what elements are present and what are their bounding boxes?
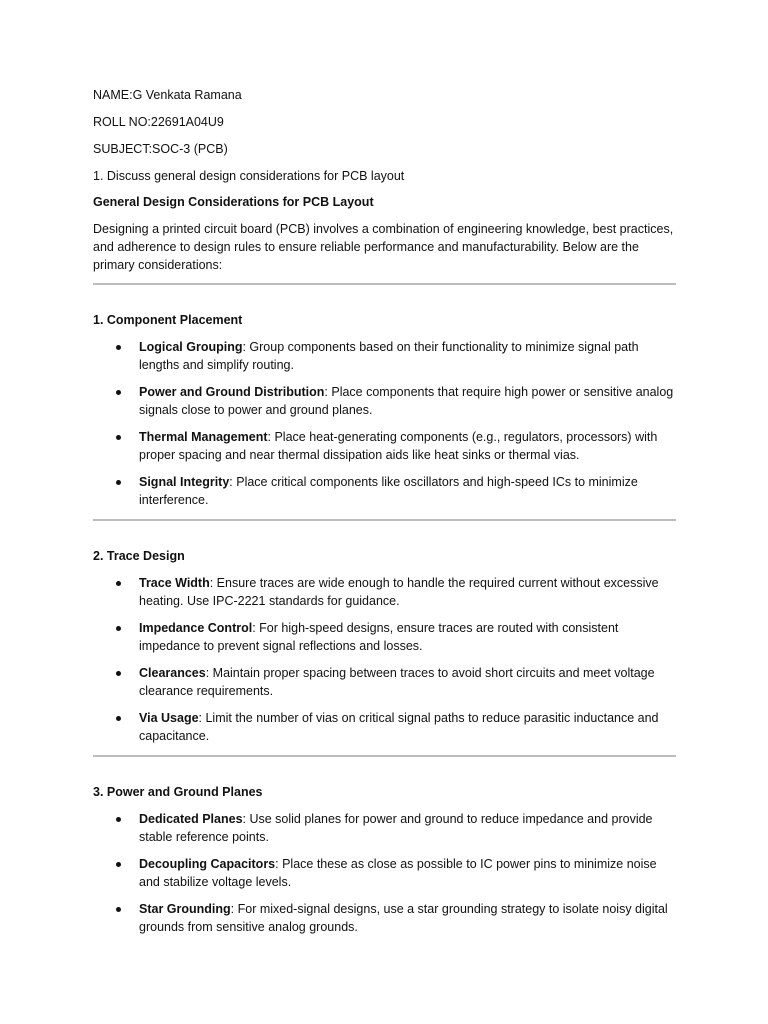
bullet-icon — [116, 817, 121, 822]
item-text: : Place components that require high power or sensitive analog signals close to power and ground planes. — [139, 385, 674, 417]
list-item — [93, 619, 676, 655]
item-text: : For mixed-signal designs, use a star grounding strategy to isolate noisy digital grounds from sensitive analog grounds. — [139, 902, 668, 934]
bullet-icon — [116, 862, 121, 867]
section-component-placement — [93, 311, 676, 509]
bullet-icon — [116, 671, 121, 676]
subject: SUBJECT:SOC-3 (PCB) — [93, 142, 228, 156]
document-title: General Design Considerations for PCB Layout — [93, 195, 374, 209]
item-term: Power and Ground Distribution — [139, 385, 325, 399]
item-text: : Place these as close as possible to IC power pins to minimize noise and stabilize voltage levels. — [139, 857, 657, 889]
item-text: : For high-speed designs, ensure traces are routed with consistent impedance to prevent signal reflections and losses. — [139, 621, 619, 653]
item-text: : Maintain proper spacing between traces to avoid short circuits and meet voltage clearance requirements. — [139, 666, 655, 698]
list-item — [93, 810, 676, 846]
item-term: Decoupling Capacitors — [139, 857, 276, 871]
list-item — [93, 574, 676, 610]
section-heading: 2. Trace Design — [93, 549, 185, 563]
list-item — [93, 855, 676, 891]
item-text: : Use solid planes for power and ground to reduce impedance and provide stable reference points. — [139, 812, 653, 844]
bullet-icon — [116, 480, 121, 485]
section-power-ground-planes — [93, 783, 676, 936]
item-text: : Limit the number of vias on critical signal paths to reduce parasitic inductance and capacitance. — [139, 711, 659, 743]
list-item — [93, 338, 676, 374]
section-divider — [93, 755, 676, 757]
section-trace-design — [93, 547, 676, 745]
bullet-list — [93, 574, 676, 745]
list-item — [93, 383, 676, 419]
list-item — [93, 664, 676, 700]
item-term: Impedance Control — [139, 621, 253, 635]
item-term: Clearances — [139, 666, 206, 680]
student-name: NAME:G Venkata Ramana — [93, 88, 242, 102]
bullet-list — [93, 810, 676, 936]
bullet-icon — [116, 435, 121, 440]
item-text: : Ensure traces are wide enough to handle the required current without excessive heating. Use IPC-2221 standards for guidance. — [139, 576, 659, 608]
item-term: Logical Grouping — [139, 340, 243, 354]
item-term: Thermal Management — [139, 430, 268, 444]
section-divider — [93, 283, 676, 285]
item-term: Trace Width — [139, 576, 210, 590]
question-text: 1. Discuss general design considerations for PCB layout — [93, 169, 405, 183]
list-item — [93, 709, 676, 745]
item-term: Dedicated Planes — [139, 812, 243, 826]
section-divider — [93, 519, 676, 521]
item-term: Via Usage — [139, 711, 199, 725]
section-heading: 1. Component Placement — [93, 313, 243, 327]
item-term: Star Grounding — [139, 902, 231, 916]
section-heading: 3. Power and Ground Planes — [93, 785, 263, 799]
document-page — [93, 86, 676, 946]
item-term: Signal Integrity — [139, 475, 230, 489]
bullet-list — [93, 338, 676, 509]
roll-number: ROLL NO:22691A04U9 — [93, 115, 224, 129]
bullet-icon — [116, 907, 121, 912]
list-item — [93, 900, 676, 936]
item-text: : Place critical components like oscillators and high-speed ICs to minimize interference. — [139, 475, 638, 507]
list-item — [93, 428, 676, 464]
intro-paragraph: Designing a printed circuit board (PCB) involves a combination of engineering knowledge, best practices, and adherence to design rules to ensure reliable performance and manufacturability. Below are the primary considerations: — [93, 222, 674, 272]
bullet-icon — [116, 345, 121, 350]
bullet-icon — [116, 716, 121, 721]
list-item — [93, 473, 676, 509]
item-text: : Place heat-generating components (e.g., regulators, processors) with proper spacing and near thermal dissipation aids like heat sinks or thermal vias. — [139, 430, 658, 462]
item-text: : Group components based on their functionality to minimize signal path lengths and simplify routing. — [139, 340, 639, 372]
bullet-icon — [116, 626, 121, 631]
bullet-icon — [116, 390, 121, 395]
bullet-icon — [116, 581, 121, 586]
